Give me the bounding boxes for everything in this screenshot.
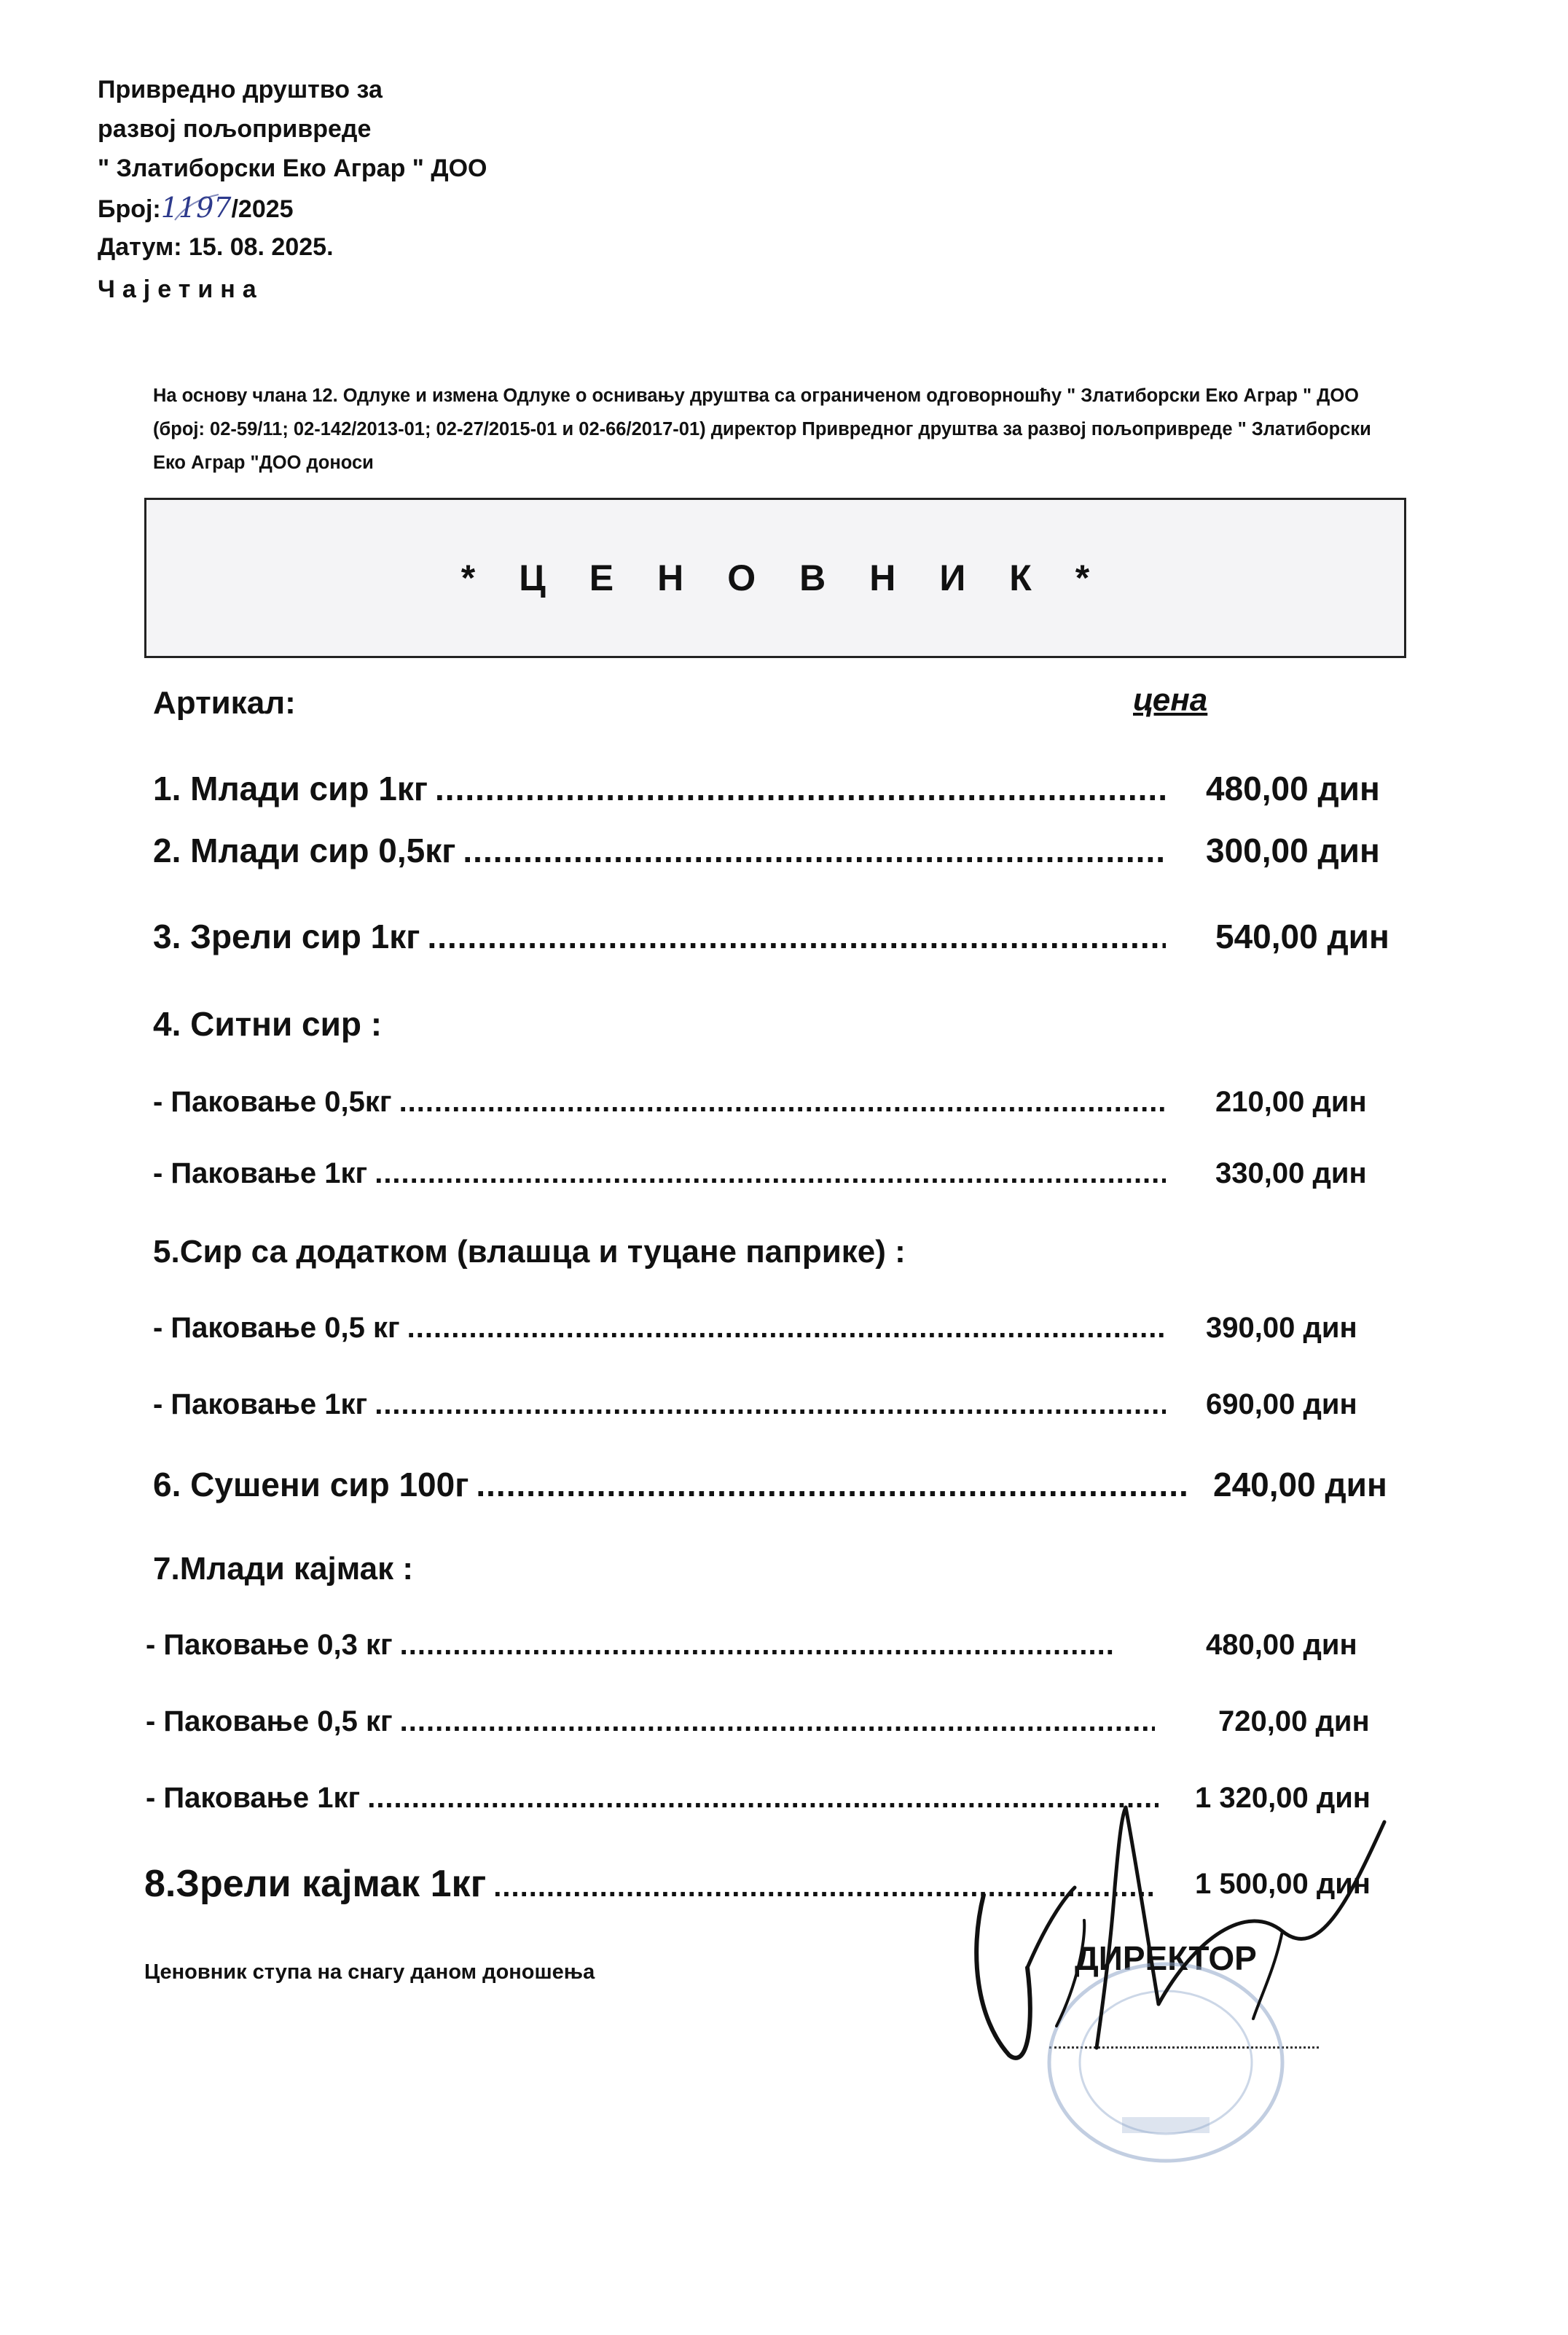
title-box [144, 498, 1406, 658]
item-price: 1 320,00 дин [1195, 1782, 1371, 1814]
item-label: 2. Млади сир 0,5кг [153, 832, 456, 869]
item-label: 6. Сушени сир 100г [153, 1466, 469, 1503]
item-label: 5.Сир са додатком (влашца и туцане паприке) : [153, 1234, 906, 1270]
leader-dots [427, 917, 1166, 956]
list-item [153, 769, 1173, 808]
item-price: 480,00 дин [1206, 1629, 1357, 1661]
leader-dots [435, 769, 1166, 808]
number-suffix: /2025 [231, 195, 294, 223]
item-price: 390,00 дин [1206, 1312, 1357, 1344]
item-label: 7.Млади кајмак : [153, 1551, 414, 1587]
signature-icon [940, 1778, 1421, 2070]
leader-dots [375, 1388, 1166, 1421]
list-item [153, 917, 1173, 956]
document-title: *ЦЕНОВНИК* [460, 558, 1134, 598]
signatory-title: ДИРЕКТОР [1075, 1939, 1257, 1977]
item-price: 330,00 дин [1215, 1157, 1367, 1189]
section-heading [153, 1234, 906, 1270]
handwriting-mark-icon [171, 191, 222, 227]
number-label: Број: [98, 195, 161, 223]
list-item [153, 831, 1173, 870]
list-item [153, 1312, 1173, 1345]
section-heading [153, 1004, 382, 1044]
leader-dots [476, 1465, 1188, 1504]
item-price: 720,00 дин [1218, 1705, 1370, 1737]
item-price: 480,00 дин [1206, 770, 1380, 807]
leader-dots [399, 1086, 1166, 1119]
list-item [153, 1465, 1195, 1504]
item-label: - Паковање 1кг [146, 1782, 361, 1814]
item-label: - Паковање 0,5кг [153, 1086, 392, 1118]
price-column-header: цена [1133, 682, 1208, 718]
item-price: 300,00 дин [1206, 832, 1380, 869]
item-label: - Паковање 0,3 кг [146, 1629, 393, 1661]
item-price: 210,00 дин [1215, 1086, 1367, 1118]
item-label: - Паковање 1кг [153, 1388, 368, 1420]
item-price: 240,00 дин [1213, 1466, 1387, 1503]
list-item [153, 1388, 1173, 1421]
leader-dots [463, 831, 1166, 870]
effective-date-note: Ценовник ступа на снагу даном доношења [144, 1960, 595, 1984]
item-label: - Паковање 1кг [153, 1157, 368, 1189]
section-heading [153, 1551, 413, 1587]
item-label: - Паковање 0,5 кг [153, 1312, 400, 1344]
company-name-line3: " Златиборски Еко Аграр " ДОО [98, 155, 487, 182]
item-label: 3. Зрели сир 1кг [153, 918, 420, 955]
item-label: - Паковање 0,5 кг [146, 1705, 393, 1737]
item-price: 1 500,00 дин [1195, 1868, 1371, 1900]
article-column-header: Артикал: [153, 685, 296, 721]
preamble-text: На основу члана 12. Одлуке и измена Одлуке о оснивању друштва са ограниченом одговорношћу " Златиборски Еко Аграр " ДОО (број: 02-59/11; 02-142/2013-01; 02-27/2015-01 и 02-66/2017-01) директор Привредног друштва за развој пољопривреде " Златиборски Еко Аграр "ДОО доноси [153, 386, 1371, 473]
item-label: 8.Зрели кајмак 1кг [144, 1863, 487, 1905]
leader-dots [407, 1312, 1166, 1345]
item-price: 540,00 дин [1215, 918, 1389, 955]
item-label: 4. Ситни сир : [153, 1005, 383, 1043]
list-item [146, 1705, 1162, 1738]
handwritten-number: 1197 [160, 192, 232, 224]
company-name-line1: Привредно друштво за [98, 76, 383, 103]
leader-dots [375, 1157, 1166, 1190]
item-label: 1. Млади сир 1кг [153, 770, 428, 807]
company-name-line2: развој пољопривреде [98, 115, 372, 143]
list-item [153, 1157, 1173, 1190]
list-item [146, 1629, 1122, 1662]
leader-dots [400, 1629, 1115, 1662]
list-item [153, 1086, 1173, 1119]
item-price: 690,00 дин [1206, 1388, 1357, 1420]
document-date: Датум: 15. 08. 2025. [98, 233, 334, 261]
document-city: Чајетина [98, 275, 264, 303]
leader-dots [400, 1705, 1155, 1738]
